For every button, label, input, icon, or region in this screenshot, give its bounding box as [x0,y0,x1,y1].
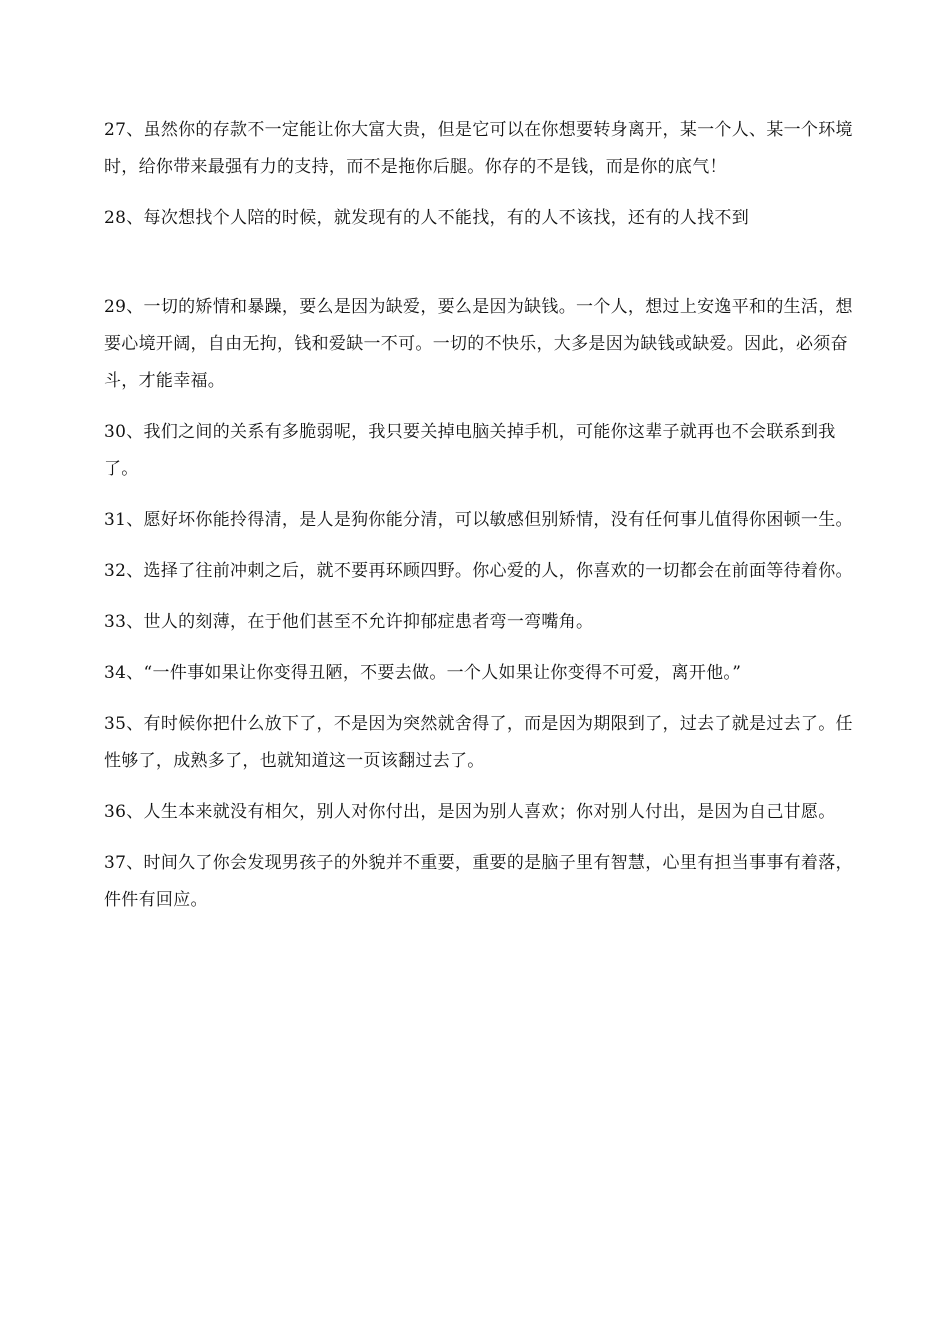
paragraph-32: 32、选择了往前冲刺之后，就不要再环顾四野。你心爱的人，你喜欢的一切都会在前面等待着你。 [104,561,853,581]
paragraph-35: 35、有时候你把什么放下了，不是因为突然就舍得了，而是因为期限到了，过去了就是过去了。任性够了，成熟多了，也就知道这一页该翻过去了。 [104,714,853,771]
paragraph-28: 28、每次想找个人陪的时候，就发现有的人不能找，有的人不该找，还有的人找不到 [104,208,750,228]
paragraph-29: 29、一切的矫情和暴躁，要么是因为缺爱，要么是因为缺钱。一个人，想过上安逸平和的生活，想要心境开阔，自由无拘，钱和爱缺一不可。一切的不快乐，大多是因为缺钱或缺爱。因此，必须奋斗，才能幸福。 [104,297,853,391]
paragraph-34: 34、“一件事如果让你变得丑陋，不要去做。一个人如果让你变得不可爱，离开他。” [104,663,742,683]
paragraph-37: 37、时间久了你会发现男孩子的外貌并不重要，重要的是脑子里有智慧，心里有担当事事有着落，件件有回应。 [104,853,853,910]
paragraph-31: 31、愿好坏你能拎得清，是人是狗你能分清，可以敏感但别矫情，没有任何事儿值得你困顿一生。 [104,510,853,530]
paragraph-27: 27、虽然你的存款不一定能让你大富大贵，但是它可以在你想要转身离开，某一个人、某一个环境时，给你带来最强有力的支持，而不是拖你后腿。你存的不是钱，而是你的底气！ [104,120,853,177]
paragraph-36: 36、人生本来就没有相欠，别人对你付出，是因为别人喜欢；你对别人付出，是因为自己甘愿。 [104,802,836,822]
paragraph-30: 30、我们之间的关系有多脆弱呢，我只要关掉电脑关掉手机，可能你这辈子就再也不会联系到我了。 [104,422,836,479]
paragraph-33: 33、世人的刻薄，在于他们甚至不允许抑郁症患者弯一弯嘴角。 [104,612,594,632]
